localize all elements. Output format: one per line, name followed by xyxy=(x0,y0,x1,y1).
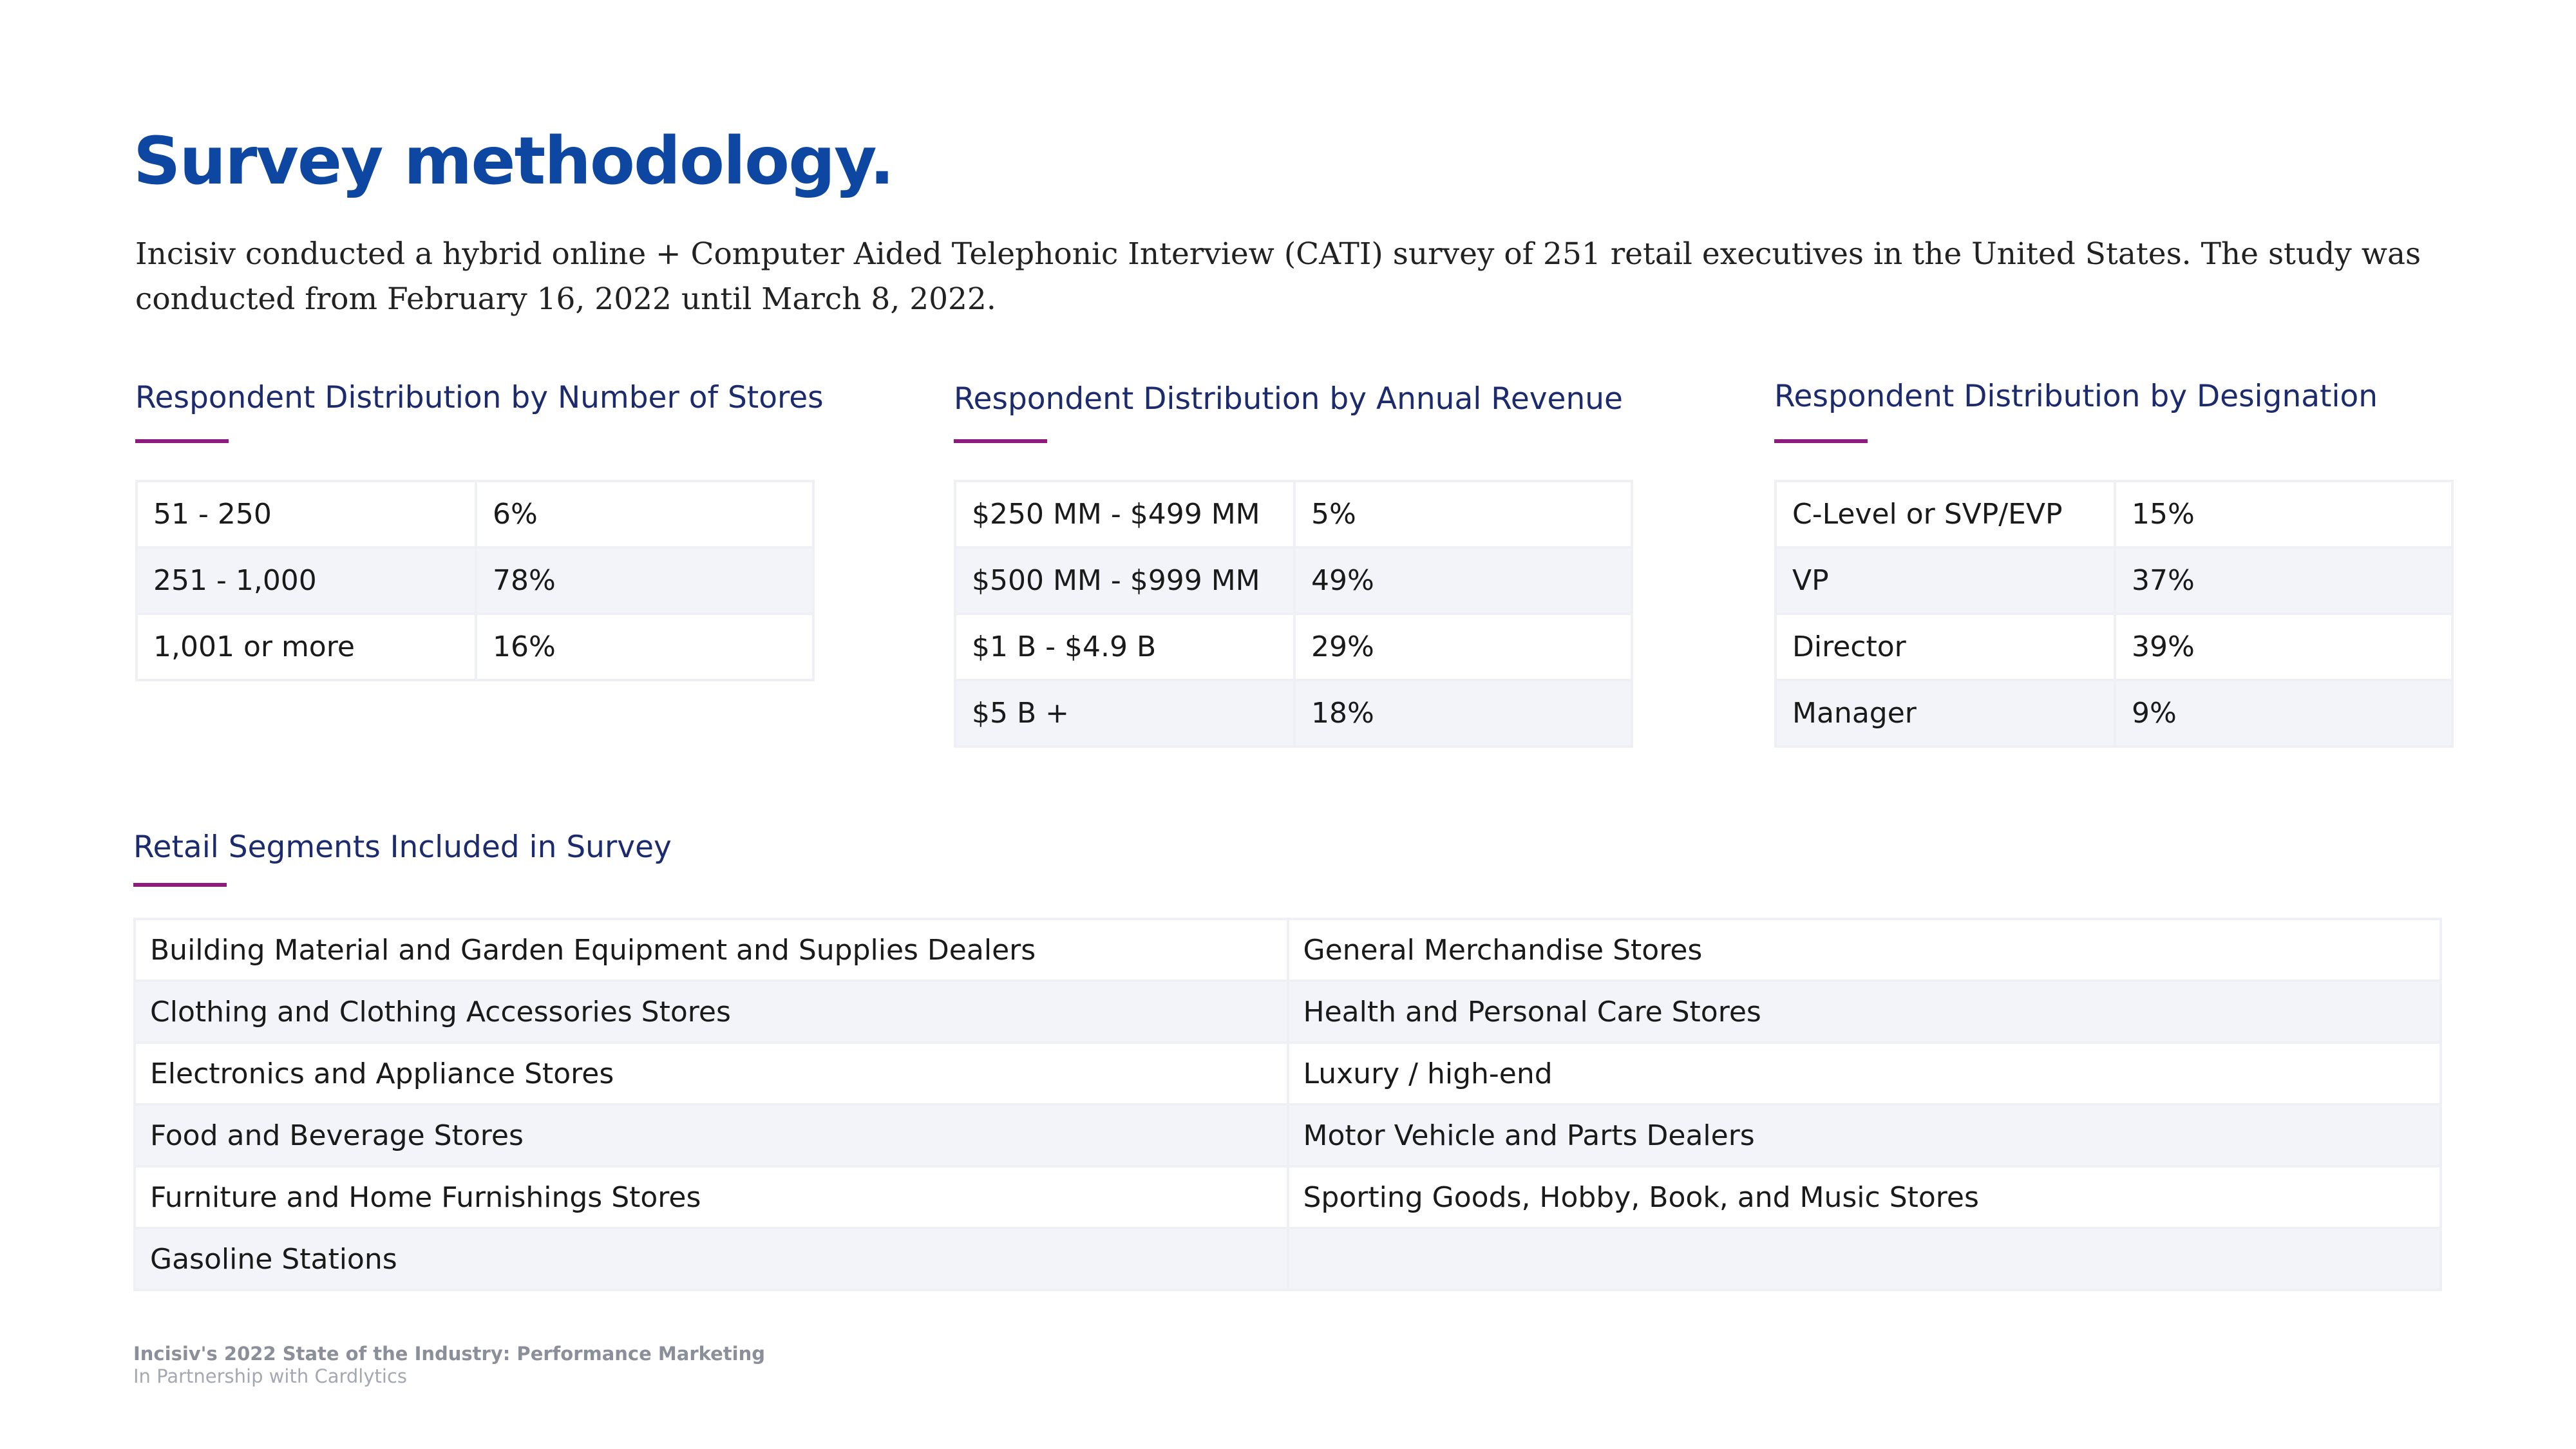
table-row xyxy=(137,481,813,547)
intro-paragraph: Incisiv conducted a hybrid online + Computer Aided Telephonic Interview (CATI) survey of 251 retail executives in the United States. The study was conducted from February 16, 2022 until March 8, 2022. xyxy=(135,236,2421,317)
table-cell-value: 39% xyxy=(2115,614,2452,680)
revenue-table xyxy=(954,480,1633,748)
table-row xyxy=(135,981,2441,1043)
segments-heading: Retail Segments Included in Survey xyxy=(133,829,672,865)
table-cell-label: VP xyxy=(1776,547,2115,614)
segment-cell: Gasoline Stations xyxy=(135,1228,1288,1290)
table-cell-label: 1,001 or more xyxy=(137,614,476,680)
table-row xyxy=(137,614,813,680)
table-row xyxy=(955,680,1632,746)
table-row xyxy=(1776,680,2452,746)
table-cell-value: 5% xyxy=(1294,481,1632,547)
segment-cell: Health and Personal Care Stores xyxy=(1288,981,2441,1043)
segments-table xyxy=(133,918,2442,1291)
table-row xyxy=(1776,481,2452,547)
table-cell-label: $5 B + xyxy=(955,680,1294,746)
table-row xyxy=(135,1166,2441,1228)
stores-heading: Respondent Distribution by Number of Stores xyxy=(135,380,824,415)
table-row xyxy=(135,1104,2441,1166)
table-cell-value: 29% xyxy=(1294,614,1632,680)
table-cell-value: 78% xyxy=(476,547,813,614)
table-row xyxy=(1776,614,2452,680)
segments-heading-underline xyxy=(133,883,227,887)
stores-heading-underline xyxy=(135,439,229,443)
table-cell-value: 15% xyxy=(2115,481,2452,547)
table-cell-value: 6% xyxy=(476,481,813,547)
table-row xyxy=(135,1228,2441,1290)
segment-cell: Sporting Goods, Hobby, Book, and Music Stores xyxy=(1288,1166,2441,1228)
table-cell-label: $1 B - $4.9 B xyxy=(955,614,1294,680)
revenue-heading: Respondent Distribution by Annual Revenue xyxy=(954,381,1623,417)
segment-cell-empty xyxy=(1288,1228,2441,1290)
segment-cell: Furniture and Home Furnishings Stores xyxy=(135,1166,1288,1228)
table-row xyxy=(137,547,813,614)
table-row xyxy=(135,1043,2441,1104)
segment-cell: Clothing and Clothing Accessories Stores xyxy=(135,981,1288,1043)
table-cell-label: Manager xyxy=(1776,680,2115,746)
segment-cell: Luxury / high-end xyxy=(1288,1043,2441,1104)
designation-table xyxy=(1774,480,2454,748)
footer-subtitle: In Partnership with Cardlytics xyxy=(133,1365,408,1387)
table-cell-label: C-Level or SVP/EVP xyxy=(1776,481,2115,547)
table-cell-label: $250 MM - $499 MM xyxy=(955,481,1294,547)
footer-title: Incisiv's 2022 State of the Industry: Performance Marketing xyxy=(133,1343,766,1365)
table-cell-value: 9% xyxy=(2115,680,2452,746)
table-cell-label: 51 - 250 xyxy=(137,481,476,547)
table-cell-label: Director xyxy=(1776,614,2115,680)
revenue-heading-underline xyxy=(954,439,1047,443)
segment-cell: Motor Vehicle and Parts Dealers xyxy=(1288,1104,2441,1166)
table-cell-value: 37% xyxy=(2115,547,2452,614)
table-row xyxy=(135,919,2441,981)
segment-cell: General Merchandise Stores xyxy=(1288,919,2441,981)
table-row xyxy=(955,481,1632,547)
stores-table xyxy=(135,480,815,681)
designation-heading: Respondent Distribution by Designation xyxy=(1774,379,2378,414)
designation-heading-underline xyxy=(1774,439,1868,443)
table-cell-value: 49% xyxy=(1294,547,1632,614)
table-cell-label: $500 MM - $999 MM xyxy=(955,547,1294,614)
table-row xyxy=(955,547,1632,614)
table-cell-value: 16% xyxy=(476,614,813,680)
segment-cell: Electronics and Appliance Stores xyxy=(135,1043,1288,1104)
segment-cell: Food and Beverage Stores xyxy=(135,1104,1288,1166)
table-cell-value: 18% xyxy=(1294,680,1632,746)
page-title: Survey methodology. xyxy=(133,123,893,200)
segment-cell: Building Material and Garden Equipment and Supplies Dealers xyxy=(135,919,1288,981)
table-row xyxy=(955,614,1632,680)
table-row xyxy=(1776,547,2452,614)
table-cell-label: 251 - 1,000 xyxy=(137,547,476,614)
